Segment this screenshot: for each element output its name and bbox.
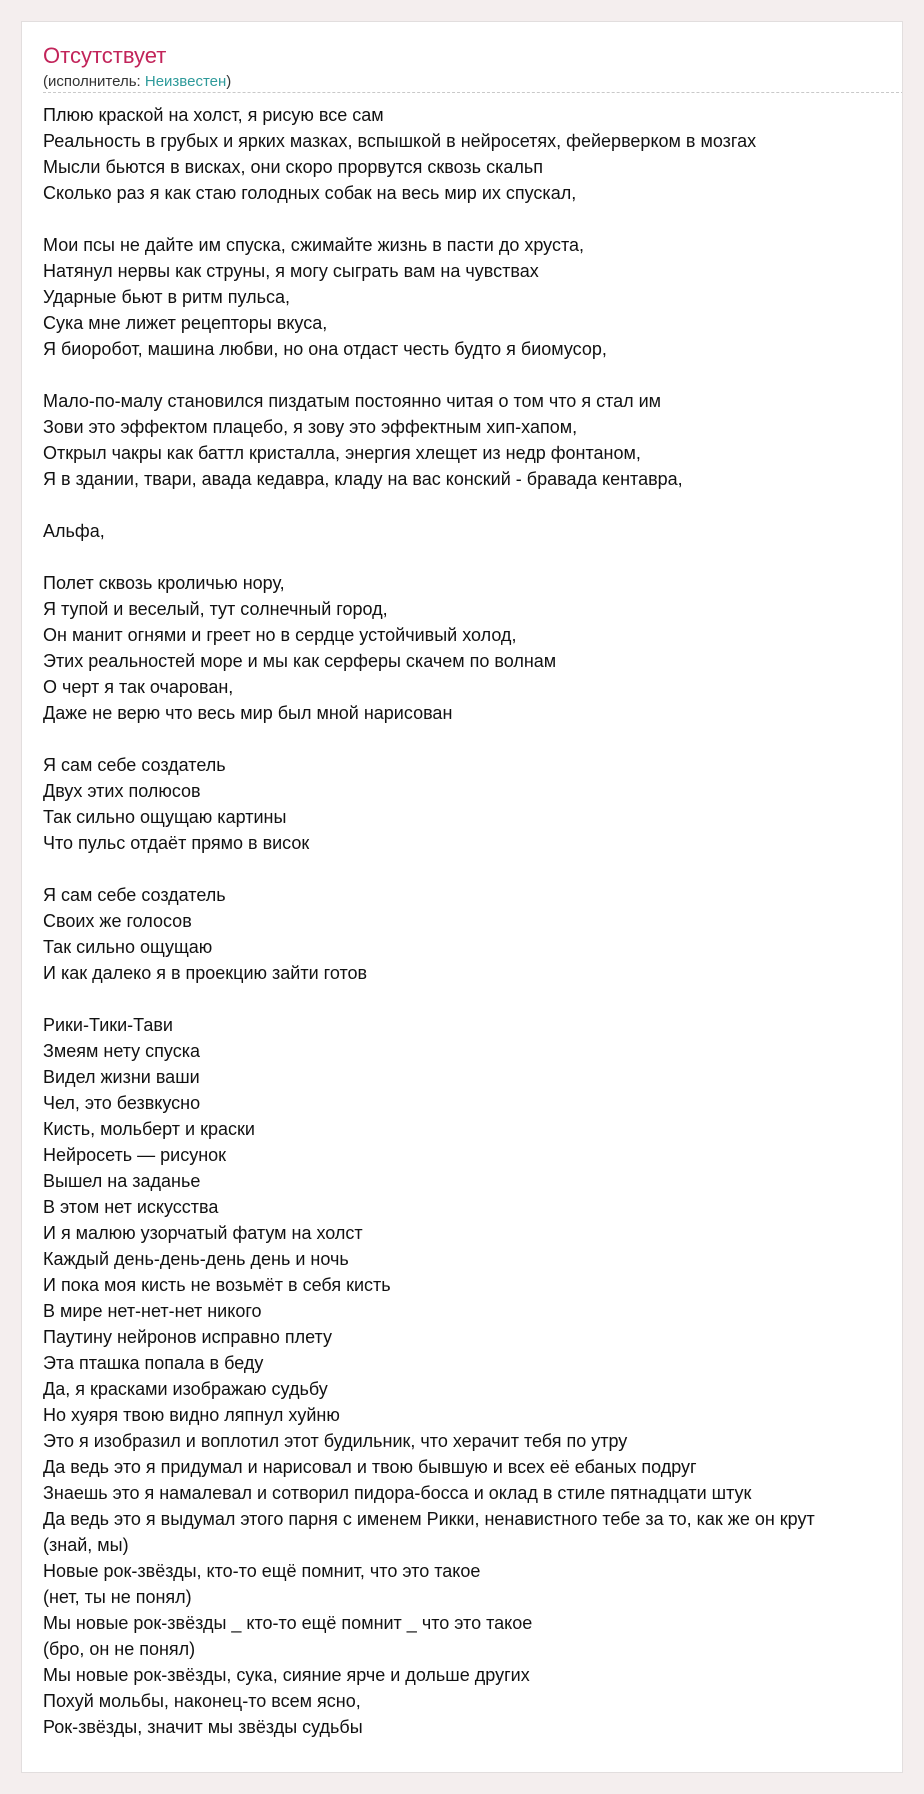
lyric-line: В этом нет искусства <box>43 1197 219 1217</box>
lyric-line: Каждый день-день-день день и ночь <box>43 1249 349 1269</box>
lyric-line: И я малюю узорчатый фатум на холст <box>43 1223 363 1243</box>
lyric-line: Я сам себе создатель <box>43 885 226 905</box>
lyric-line: Мои псы не дайте им спуска, сжимайте жизнь в пасти до хруста, <box>43 235 585 255</box>
lyric-line: Мы новые рок-звёзды, сука, сияние ярче и дольше других <box>43 1665 530 1685</box>
lyric-line: Я в здании, твари, авада кедавра, кладу на вас конский - бравада кентавра, <box>43 469 683 489</box>
artist-suffix: ) <box>226 73 232 90</box>
lyric-line: Натянул нервы как струны, я могу сыграть вам на чувствах <box>43 261 539 281</box>
lyric-line: (бро, он не понял) <box>43 1639 196 1659</box>
lyric-line: Знаешь это я намалевал и сотворил пидора-босса и оклад в стиле пятнадцати штук <box>43 1483 752 1503</box>
lyric-blank-line <box>43 986 815 1012</box>
lyric-line: И как далеко я в проекцию зайти готов <box>43 963 368 983</box>
lyric-line: Реальность в грубых и ярких мазках, вспышкой в нейросетях, фейерверком в мозгах <box>43 131 757 151</box>
lyric-line: Сколько раз я как стаю голодных собак на весь мир их спускал, <box>43 183 577 203</box>
lyric-line: Змеям нету спуска <box>43 1041 201 1061</box>
lyric-blank-line <box>43 726 815 752</box>
lyric-line: Открыл чакры как баттл кристалла, энергия хлещет из недр фонтаном, <box>43 443 641 463</box>
lyric-line: (знай, мы) <box>43 1535 129 1555</box>
lyric-line: Полет сквозь кроличью нору, <box>43 573 285 593</box>
lyric-line: Двух этих полюсов <box>43 781 201 801</box>
lyric-line: Что пульс отдаёт прямо в висок <box>43 833 310 853</box>
lyric-line: И пока моя кисть не возьмёт в себя кисть <box>43 1275 391 1295</box>
title-divider <box>43 92 903 93</box>
lyric-line: Так сильно ощущаю <box>43 937 213 957</box>
lyric-line: Эта пташка попала в беду <box>43 1353 264 1373</box>
artist-prefix: (исполнитель: <box>43 73 145 90</box>
lyric-line: Вышел на заданье <box>43 1171 201 1191</box>
lyric-line: Видел жизни ваши <box>43 1067 200 1087</box>
song-title: Отсутствует <box>43 43 167 68</box>
lyric-line: Нейросеть — рисунок <box>43 1145 227 1165</box>
lyric-line: О черт я так очарован, <box>43 677 234 697</box>
lyric-line: Своих же голосов <box>43 911 192 931</box>
lyric-line: Ударные бьют в ритм пульса, <box>43 287 290 307</box>
lyric-line: Кисть, мольберт и краски <box>43 1119 255 1139</box>
lyric-line: Рок-звёзды, значит мы звёзды судьбы <box>43 1717 363 1737</box>
lyric-line: Да ведь это я выдумал этого парня с именем Рикки, ненавистного тебе за то, как же он крут <box>43 1509 815 1529</box>
lyric-line: Новые рок-звёзды, кто-то ещё помнит, что это такое <box>43 1561 481 1581</box>
lyric-line: Да ведь это я придумал и нарисовал и твою бывшую и всех её ебаных подруг <box>43 1457 697 1477</box>
lyric-blank-line <box>43 362 815 388</box>
artist-line <box>43 73 231 91</box>
lyric-line: Да, я красками изображаю судьбу <box>43 1379 328 1399</box>
lyric-line: Я сам себе создатель <box>43 755 226 775</box>
lyric-line: Похуй мольбы, наконец-то всем ясно, <box>43 1691 361 1711</box>
lyric-blank-line <box>43 206 815 232</box>
lyric-line: Так сильно ощущаю картины <box>43 807 287 827</box>
lyric-blank-line <box>43 492 815 518</box>
lyric-line: Паутину нейронов исправно плету <box>43 1327 332 1347</box>
lyric-line: Я биоробот, машина любви, но она отдаст честь будто я биомусор, <box>43 339 607 359</box>
lyric-line: Мысли бьются в висках, они скоро прорвутся сквозь скальп <box>43 157 543 177</box>
artist-link[interactable]: Неизвестен <box>144 73 227 90</box>
lyric-line: Альфа, <box>43 521 105 541</box>
lyric-line: (нет, ты не понял) <box>43 1587 192 1607</box>
lyric-line: Я тупой и веселый, тут солнечный город, <box>43 599 388 619</box>
lyric-line: Сука мне лижет рецепторы вкуса, <box>43 313 328 333</box>
lyric-line: Мы новые рок-звёзды _ кто-то ещё помнит _ что это такое <box>43 1613 533 1633</box>
lyric-line: Плюю краской на холст, я рисую все сам <box>43 105 384 125</box>
lyric-line: Чел, это безвкусно <box>43 1093 201 1113</box>
lyric-blank-line <box>43 856 815 882</box>
lyric-line: Мало-по-малу становился пиздатым постоянно читая о том что я стал им <box>43 391 662 411</box>
lyrics-text <box>43 102 815 1740</box>
lyric-line: Зови это эффектом плацебо, я зову это эффектным хип-хапом, <box>43 417 578 437</box>
lyric-line: В мире нет-нет-нет никого <box>43 1301 262 1321</box>
lyric-line: Этих реальностей море и мы как серферы скачем по волнам <box>43 651 557 671</box>
lyric-line: Это я изобразил и воплотил этот будильник, что херачит тебя по утру <box>43 1431 628 1451</box>
lyric-line: Даже не верю что весь мир был мной нарисован <box>43 703 453 723</box>
lyric-blank-line <box>43 544 815 570</box>
lyrics-card <box>21 21 903 1773</box>
lyric-line: Он манит огнями и греет но в сердце устойчивый холод, <box>43 625 517 645</box>
lyric-line: Рики-Тики-Тави <box>43 1015 173 1035</box>
lyric-line: Но хуяря твою видно ляпнул хуйню <box>43 1405 340 1425</box>
